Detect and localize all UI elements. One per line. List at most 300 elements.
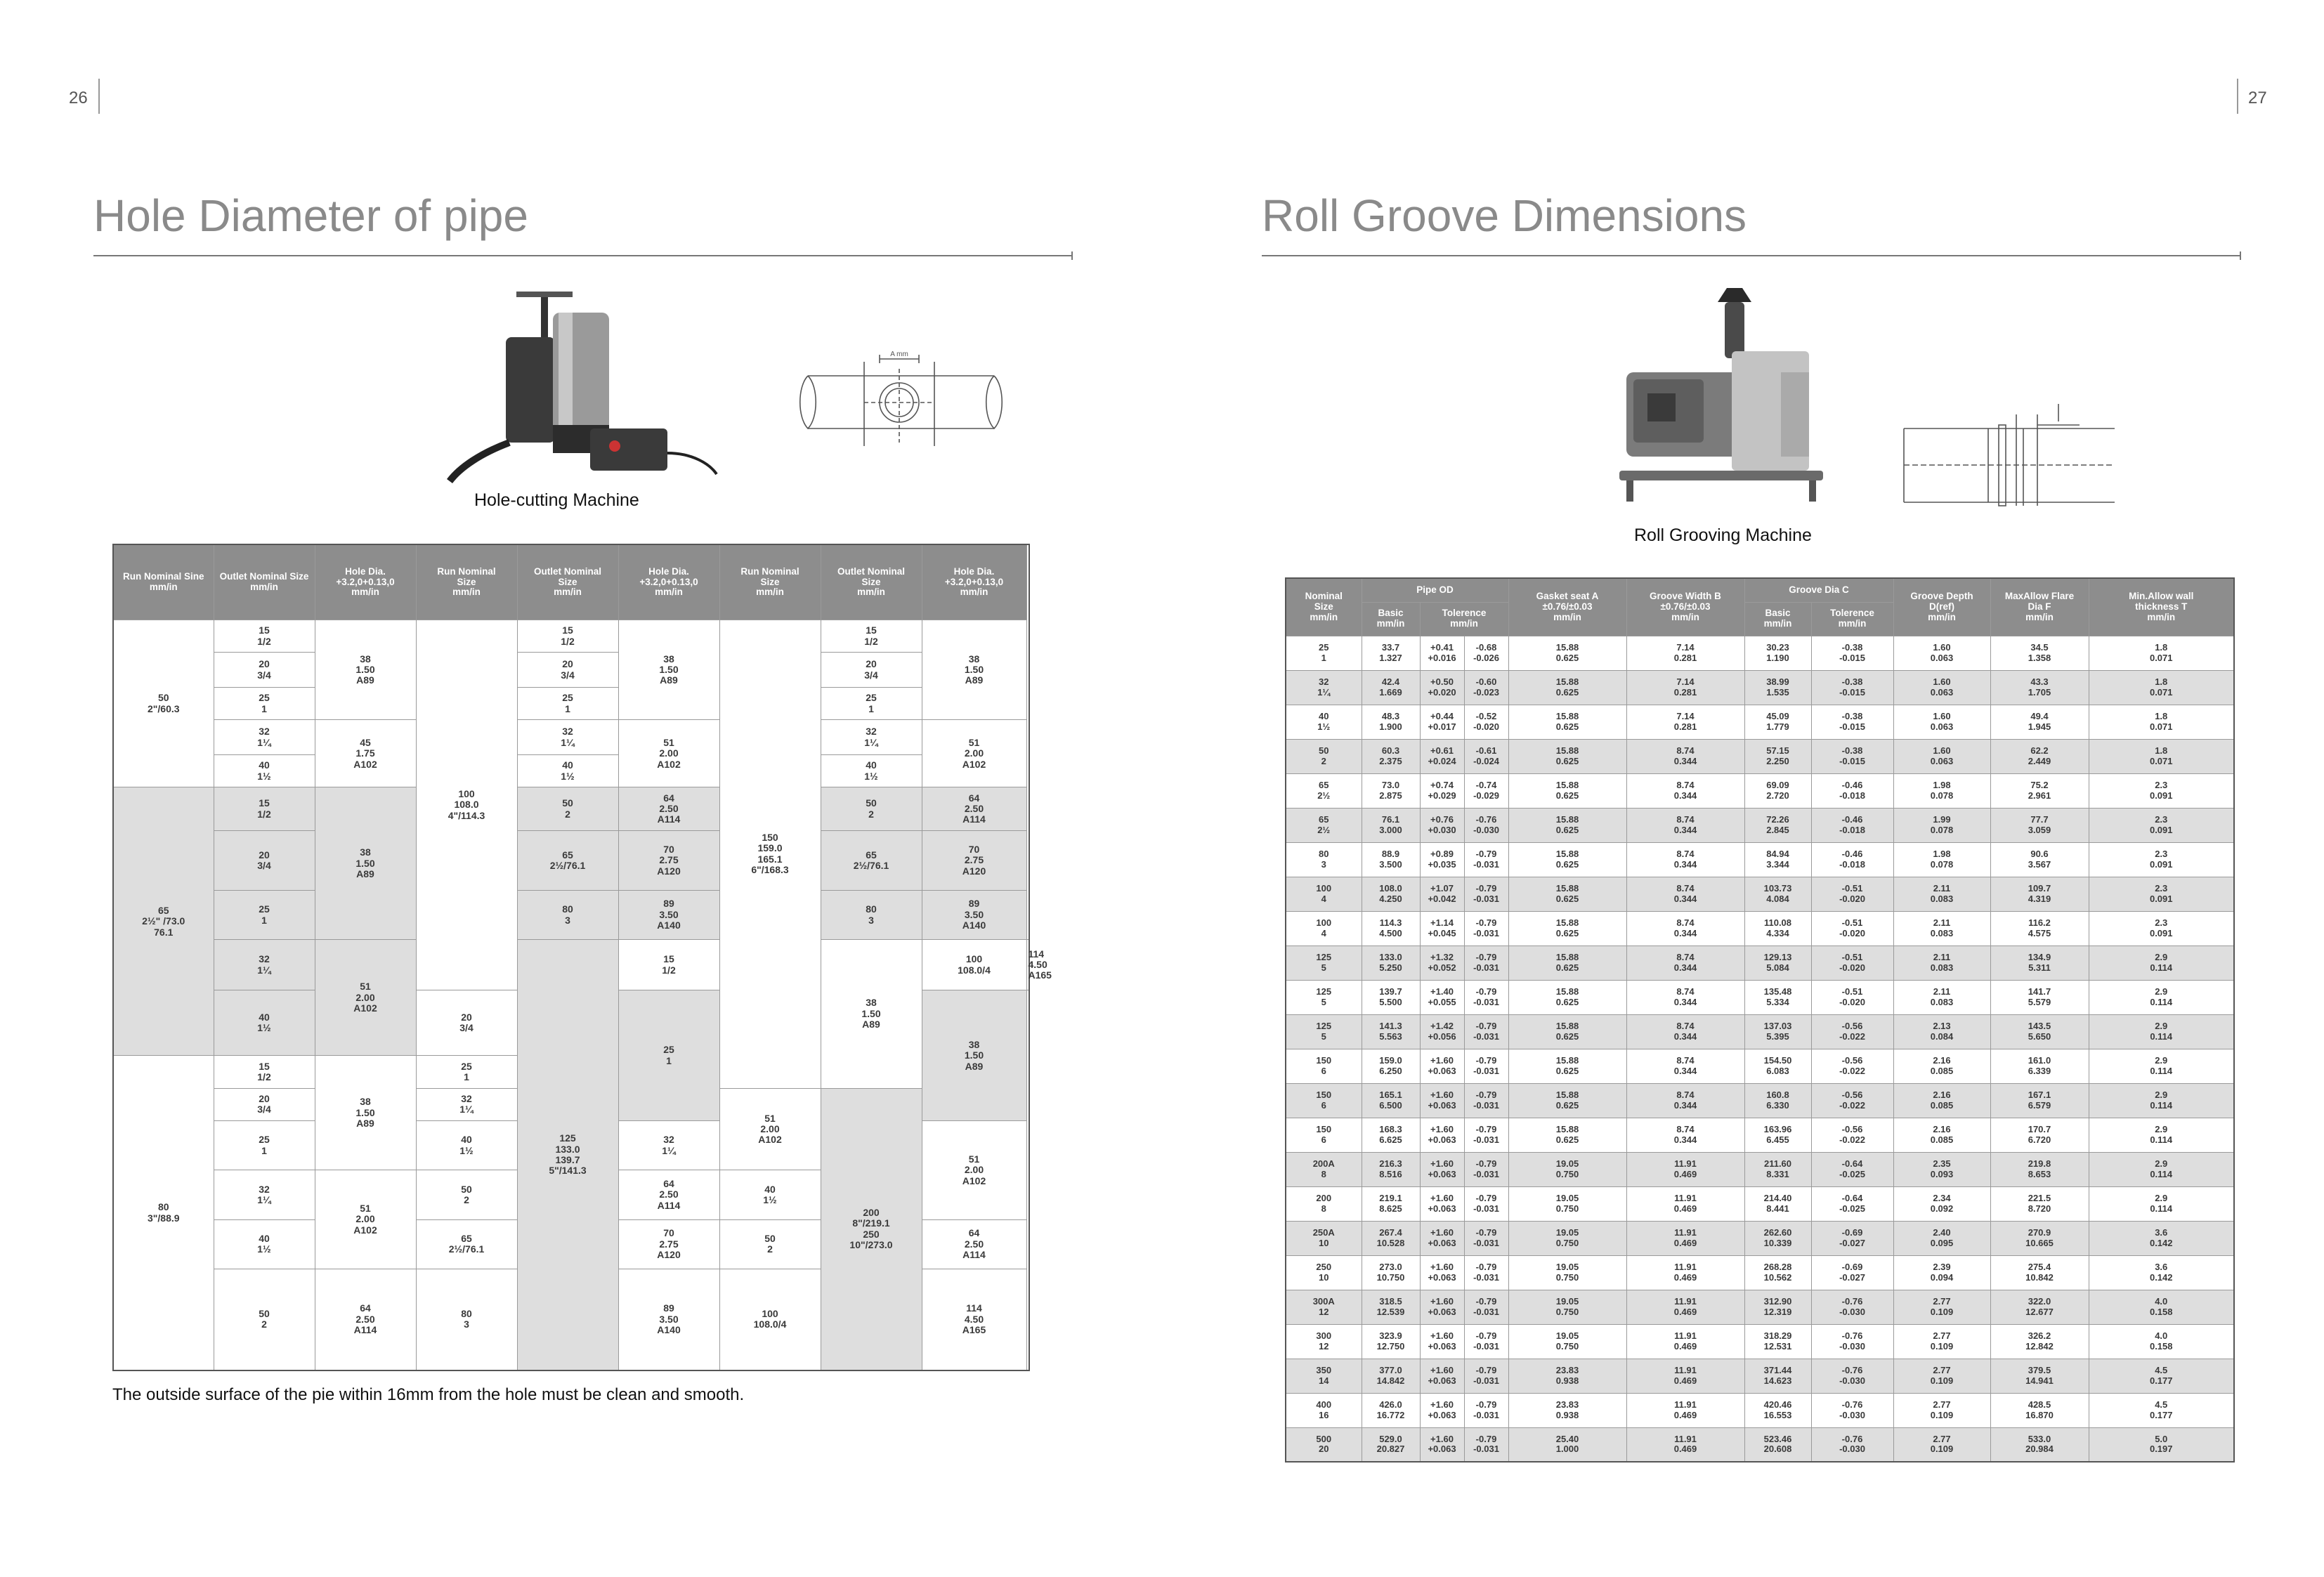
table-cell: 65 2½" /73.0 76.1 — [113, 787, 214, 1056]
table-cell: 65 2½/76.1 — [416, 1219, 517, 1269]
header-max-flare: MaxAllow Flare Dia F mm/in — [1990, 578, 2089, 636]
table-cell: 1.8 0.071 — [2089, 636, 2234, 670]
table-cell: +1.60 +0.063 — [1420, 1186, 1464, 1221]
table-cell: 38 1.50 A89 — [922, 990, 1026, 1121]
table-cell: 4.0 0.158 — [2089, 1324, 2234, 1359]
table-cell: 32 1¼ — [517, 720, 618, 755]
table-cell: 165.1 6.500 — [1362, 1083, 1420, 1118]
header-gasket-seat: Gasket seat A ±0.76/±0.03 mm/in — [1508, 578, 1626, 636]
table-cell: 100 4 — [1286, 911, 1362, 945]
table-cell: +1.60 +0.063 — [1420, 1118, 1464, 1152]
table-cell: 48.3 1.900 — [1362, 705, 1420, 739]
table-row — [1286, 1152, 2234, 1186]
table-cell: 100 4 — [1286, 877, 1362, 911]
table-cell: 533.0 20.984 — [1990, 1427, 2089, 1462]
table-cell: 2.9 0.114 — [2089, 945, 2234, 980]
table-cell: 50 2 — [1286, 739, 1362, 773]
header-pipe-od-basic: Basic mm/in — [1362, 602, 1420, 636]
table-cell: 64 2.50 A114 — [922, 787, 1026, 831]
table-cell: 49.4 1.945 — [1990, 705, 2089, 739]
hole-diameter-table — [112, 544, 1052, 1371]
title-underline — [93, 255, 1071, 256]
table-cell: 25 1 — [821, 687, 922, 719]
table-cell: 30.23 1.190 — [1744, 636, 1811, 670]
table-cell: 150 6 — [1286, 1118, 1362, 1152]
table-cell: 8.74 0.344 — [1626, 980, 1744, 1014]
table-cell: 8.74 0.344 — [1626, 1118, 1744, 1152]
table-cell: 40 1½ — [214, 754, 315, 787]
table-cell: 377.0 14.842 — [1362, 1359, 1420, 1393]
table-row — [1286, 808, 2234, 842]
table-cell: 19.05 0.750 — [1508, 1221, 1626, 1255]
table-cell: 300A 12 — [1286, 1290, 1362, 1324]
table-cell: 19.05 0.750 — [1508, 1186, 1626, 1221]
table-cell: 379.5 14.941 — [1990, 1359, 2089, 1393]
table-cell: 523.46 20.608 — [1744, 1427, 1811, 1462]
table-cell: 2.11 0.083 — [1893, 980, 1990, 1014]
header-hole-dia: Hole Dia. +3.2,0+0.13,0 mm/in — [922, 544, 1026, 620]
table-cell: -0.79 -0.031 — [1464, 911, 1508, 945]
table-cell: 2.34 0.092 — [1893, 1186, 1990, 1221]
table-cell: 15 1/2 — [214, 787, 315, 831]
table-cell: 20 3/4 — [821, 653, 922, 688]
table-cell: 114 4.50 A165 — [1026, 940, 1029, 990]
table-cell: -0.79 -0.031 — [1464, 1049, 1508, 1083]
table-cell: -0.79 -0.031 — [1464, 1014, 1508, 1049]
hole-cutting-machine-caption: Hole-cutting Machine — [474, 490, 639, 510]
pipe-hole-diagram — [794, 348, 1012, 460]
table-cell: 15 1/2 — [517, 620, 618, 652]
table-cell: 350 14 — [1286, 1359, 1362, 1393]
table-cell: 137.03 5.395 — [1744, 1014, 1811, 1049]
table-cell: 150 159.0 165.1 6"/168.3 — [719, 620, 821, 1088]
table-cell: -0.79 -0.031 — [1464, 842, 1508, 877]
table-cell: 15.88 0.625 — [1508, 636, 1626, 670]
table-cell: 60.3 2.375 — [1362, 739, 1420, 773]
table-cell: -0.56 -0.022 — [1811, 1049, 1893, 1083]
table-cell: 268.28 10.562 — [1744, 1255, 1811, 1290]
table-cell: 8.74 0.344 — [1626, 945, 1744, 980]
table-cell: 2.11 0.083 — [1893, 877, 1990, 911]
table-cell: 72.26 2.845 — [1744, 808, 1811, 842]
table-cell: 133.0 5.250 — [1362, 945, 1420, 980]
table-cell: 1.60 0.063 — [1893, 705, 1990, 739]
table-cell: 2.11 0.083 — [1893, 911, 1990, 945]
table-cell: 15.88 0.625 — [1508, 1049, 1626, 1083]
table-cell: 2.77 0.109 — [1893, 1324, 1990, 1359]
table-cell: 11.91 0.469 — [1626, 1255, 1744, 1290]
table-cell: 38 1.50 A89 — [821, 940, 922, 1089]
table-cell: 428.5 16.870 — [1990, 1393, 2089, 1427]
table-cell: 1.60 0.063 — [1893, 739, 1990, 773]
table-cell: -0.79 -0.031 — [1464, 1324, 1508, 1359]
table-cell: 32 1¼ — [1286, 670, 1362, 705]
table-cell: 2.9 0.114 — [2089, 1152, 2234, 1186]
table-cell: -0.79 -0.031 — [1464, 1427, 1508, 1462]
table-cell: +1.60 +0.063 — [1420, 1427, 1464, 1462]
table-cell: 50 2"/60.3 — [113, 620, 214, 787]
table-row — [1286, 911, 2234, 945]
table-cell: 15.88 0.625 — [1508, 877, 1626, 911]
header-outlet-nominal-size: Outlet Nominal Size mm/in — [517, 544, 618, 620]
table-cell: 110.08 4.334 — [1744, 911, 1811, 945]
page-number-right: 27 — [2248, 89, 2267, 107]
table-cell: -0.46 -0.018 — [1811, 842, 1893, 877]
table-cell: 15.88 0.625 — [1508, 980, 1626, 1014]
table-cell: -0.69 -0.027 — [1811, 1255, 1893, 1290]
table-cell: 70 2.75 A120 — [922, 831, 1026, 891]
table-cell: -0.46 -0.018 — [1811, 773, 1893, 808]
table-cell: 88.9 3.500 — [1362, 842, 1420, 877]
table-cell: 40 1½ — [214, 990, 315, 1056]
table-cell: 141.3 5.563 — [1362, 1014, 1420, 1049]
roll-groove-table — [1285, 577, 2235, 1463]
table-cell: 5.0 0.197 — [2089, 1427, 2234, 1462]
table-cell: 15.88 0.625 — [1508, 1118, 1626, 1152]
table-cell: 65 2½ — [1286, 773, 1362, 808]
table-cell: 25 1 — [618, 990, 719, 1121]
table-cell: -0.64 -0.025 — [1811, 1152, 1893, 1186]
table-row — [1286, 739, 2234, 773]
right-page-title: Roll Groove Dimensions — [1262, 190, 1747, 241]
table-cell: +0.50 +0.020 — [1420, 670, 1464, 705]
table-cell: 11.91 0.469 — [1626, 1427, 1744, 1462]
table-cell: 64 2.50 A114 — [618, 787, 719, 831]
table-cell: 214.40 8.441 — [1744, 1186, 1811, 1221]
table-cell: +1.60 +0.063 — [1420, 1152, 1464, 1186]
table-cell: +0.41 +0.016 — [1420, 636, 1464, 670]
table-cell: 11.91 0.469 — [1626, 1152, 1744, 1186]
table-cell: 163.96 6.455 — [1744, 1118, 1811, 1152]
table-cell: 2.77 0.109 — [1893, 1393, 1990, 1427]
table-cell: -0.38 -0.015 — [1811, 636, 1893, 670]
table-cell: 38 1.50 A89 — [618, 620, 719, 719]
left-page-title: Hole Diameter of pipe — [93, 190, 528, 241]
header-groove-width: Groove Width B ±0.76/±0.03 mm/in — [1626, 578, 1744, 636]
table-header-row — [1286, 578, 2234, 602]
table-cell: 2.3 0.091 — [2089, 773, 2234, 808]
header-nominal-size: Nominal Size mm/in — [1286, 578, 1362, 636]
table-cell: 2.3 0.091 — [2089, 808, 2234, 842]
table-cell: 50 2 — [517, 787, 618, 831]
table-cell: -0.51 -0.020 — [1811, 980, 1893, 1014]
table-cell: 103.73 4.084 — [1744, 877, 1811, 911]
table-cell: 11.91 0.469 — [1626, 1359, 1744, 1393]
table-cell: 15 1/2 — [214, 1056, 315, 1088]
table-cell: +1.60 +0.063 — [1420, 1255, 1464, 1290]
table-cell: 80 3 — [517, 890, 618, 939]
table-cell: 8.74 0.344 — [1626, 877, 1744, 911]
table-cell: 100 108.0/4 — [922, 940, 1026, 990]
table-cell: 15.88 0.625 — [1508, 773, 1626, 808]
table-cell: 323.9 12.750 — [1362, 1324, 1420, 1359]
table-cell: 426.0 16.772 — [1362, 1393, 1420, 1427]
table-cell: 8.74 0.344 — [1626, 911, 1744, 945]
table-cell: 250A 10 — [1286, 1221, 1362, 1255]
table-cell: 8.74 0.344 — [1626, 1083, 1744, 1118]
table-cell: +1.40 +0.055 — [1420, 980, 1464, 1014]
table-cell: 1.8 0.071 — [2089, 705, 2234, 739]
table-cell: 200 8 — [1286, 1186, 1362, 1221]
table-row — [1286, 1221, 2234, 1255]
table-cell: -0.76 -0.030 — [1464, 808, 1508, 842]
table-cell: 2.13 0.084 — [1893, 1014, 1990, 1049]
table-cell: 70 2.75 A120 — [618, 1219, 719, 1269]
table-cell: 2.3 0.091 — [2089, 842, 2234, 877]
table-cell: 20 3/4 — [517, 653, 618, 688]
table-row — [1286, 1014, 2234, 1049]
table-cell: -0.51 -0.020 — [1811, 945, 1893, 980]
table-cell: 8.74 0.344 — [1626, 773, 1744, 808]
table-cell: 100 108.0/4 — [719, 1269, 821, 1370]
table-cell: 500 20 — [1286, 1427, 1362, 1462]
table-cell: 65 2½/76.1 — [517, 831, 618, 891]
header-outlet-nominal-size: Outlet Nominal Size mm/in — [821, 544, 922, 620]
table-cell: +1.14 +0.045 — [1420, 911, 1464, 945]
table-cell: 15.88 0.625 — [1508, 670, 1626, 705]
table-cell: 90.6 3.567 — [1990, 842, 2089, 877]
table-cell: 318.5 12.539 — [1362, 1290, 1420, 1324]
table-cell: 2.40 0.095 — [1893, 1221, 1990, 1255]
table-cell: 2.3 0.091 — [2089, 911, 2234, 945]
table-cell: 8.74 0.344 — [1626, 842, 1744, 877]
table-row — [1286, 1083, 2234, 1118]
page-number-divider — [2237, 79, 2238, 114]
table-cell: 1.99 0.078 — [1893, 808, 1990, 842]
table-cell: 262.60 10.339 — [1744, 1221, 1811, 1255]
table-cell: 64 2.50 A114 — [618, 1170, 719, 1219]
table-cell: -0.61 -0.024 — [1464, 739, 1508, 773]
table-cell: 200 8"/219.1 250 10"/273.0 — [821, 1088, 922, 1370]
table-cell: +0.44 +0.017 — [1420, 705, 1464, 739]
table-cell: 15.88 0.625 — [1508, 911, 1626, 945]
table-cell: 38 1.50 A89 — [315, 1056, 416, 1170]
table-cell: -0.79 -0.031 — [1464, 877, 1508, 911]
table-cell: 42.4 1.669 — [1362, 670, 1420, 705]
table-cell: 15.88 0.625 — [1508, 1014, 1626, 1049]
table-cell: 134.9 5.311 — [1990, 945, 2089, 980]
roll-groove-table-body — [1286, 636, 2234, 1462]
table-cell: 32 1¼ — [214, 940, 315, 990]
table-cell: 32 1¼ — [821, 720, 922, 755]
table-cell: 161.0 6.339 — [1990, 1049, 2089, 1083]
table-cell: 160.8 6.330 — [1744, 1083, 1811, 1118]
page-number-left: 26 — [69, 89, 88, 107]
table-cell: 125 5 — [1286, 980, 1362, 1014]
table-cell: +1.60 +0.063 — [1420, 1049, 1464, 1083]
table-cell: +1.60 +0.063 — [1420, 1221, 1464, 1255]
header-hole-dia: Hole Dia. +3.2,0+0.13,0 mm/in — [618, 544, 719, 620]
table-cell: 32 1¼ — [618, 1121, 719, 1170]
table-cell: +1.60 +0.063 — [1420, 1393, 1464, 1427]
table-cell: 4.5 0.177 — [2089, 1359, 2234, 1393]
table-cell: 2.16 0.085 — [1893, 1083, 1990, 1118]
table-cell: 108.0 4.250 — [1362, 877, 1420, 911]
table-cell: 62.2 2.449 — [1990, 739, 2089, 773]
table-cell: 250 10 — [1286, 1255, 1362, 1290]
table-cell: 15.88 0.625 — [1508, 842, 1626, 877]
diagram-dimension-label: A mm — [890, 351, 908, 358]
table-cell: 270.9 10.665 — [1990, 1221, 2089, 1255]
table-row — [1286, 1049, 2234, 1083]
table-cell: 1.98 0.078 — [1893, 842, 1990, 877]
table-cell: 20 3/4 — [214, 831, 315, 891]
table-cell: +1.60 +0.063 — [1420, 1290, 1464, 1324]
table-cell: -0.76 -0.030 — [1811, 1324, 1893, 1359]
table-cell: 15.88 0.625 — [1508, 945, 1626, 980]
table-cell: 15.88 0.625 — [1508, 808, 1626, 842]
table-cell: 84.94 3.344 — [1744, 842, 1811, 877]
table-cell: 4.5 0.177 — [2089, 1393, 2234, 1427]
table-cell: 89 3.50 A140 — [922, 890, 1026, 939]
table-cell: 322.0 12.677 — [1990, 1290, 2089, 1324]
table-cell: 2.9 0.114 — [2089, 1049, 2234, 1083]
table-cell: 1.8 0.071 — [2089, 739, 2234, 773]
table-cell: 116.2 4.575 — [1990, 911, 2089, 945]
table-cell: 51 2.00 A102 — [922, 1121, 1026, 1219]
table-cell: +0.61 +0.024 — [1420, 739, 1464, 773]
table-cell: 70 2.75 A120 — [618, 831, 719, 891]
table-cell: 2.9 0.114 — [2089, 980, 2234, 1014]
table-cell: 64 2.50 A114 — [315, 1269, 416, 1370]
table-cell: 135.48 5.334 — [1744, 980, 1811, 1014]
table-cell: -0.56 -0.022 — [1811, 1014, 1893, 1049]
table-cell: 51 2.00 A102 — [315, 1170, 416, 1269]
table-cell: 76.1 3.000 — [1362, 808, 1420, 842]
table-cell: 11.91 0.469 — [1626, 1186, 1744, 1221]
table-cell: 69.09 2.720 — [1744, 773, 1811, 808]
table-cell: 20 3/4 — [214, 653, 315, 688]
table-cell: 216.3 8.516 — [1362, 1152, 1420, 1186]
table-cell: 15 1/2 — [618, 940, 719, 990]
table-cell: 200A 8 — [1286, 1152, 1362, 1186]
table-cell: 50 2 — [719, 1219, 821, 1269]
table-cell: 40 1½ — [517, 754, 618, 787]
table-cell: 19.05 0.750 — [1508, 1152, 1626, 1186]
table-cell: -0.52 -0.020 — [1464, 705, 1508, 739]
header-run-nominal-size: Run Nominal Sine mm/in — [113, 544, 214, 620]
table-cell: 219.8 8.653 — [1990, 1152, 2089, 1186]
table-cell: 20 3/4 — [214, 1088, 315, 1120]
header-outlet-nominal-size: Outlet Nominal Size mm/in — [214, 544, 315, 620]
table-cell: 100 108.0 4"/114.3 — [416, 620, 517, 990]
table-cell: -0.46 -0.018 — [1811, 808, 1893, 842]
table-row — [1286, 1324, 2234, 1359]
table-cell: 15 1/2 — [821, 620, 922, 652]
table-cell: -0.60 -0.023 — [1464, 670, 1508, 705]
table-cell: -0.56 -0.022 — [1811, 1118, 1893, 1152]
table-cell: 273.0 10.750 — [1362, 1255, 1420, 1290]
table-cell: 51 2.00 A102 — [618, 720, 719, 787]
header-pipe-od: Pipe OD — [1362, 578, 1508, 602]
table-cell: 1.98 0.078 — [1893, 773, 1990, 808]
table-cell: 33.7 1.327 — [1362, 636, 1420, 670]
table-cell: 2.77 0.109 — [1893, 1427, 1990, 1462]
table-cell: 80 3 — [416, 1269, 517, 1370]
table-cell: -0.74 -0.029 — [1464, 773, 1508, 808]
table-cell: 25 1 — [214, 890, 315, 939]
table-cell: 7.14 0.281 — [1626, 670, 1744, 705]
table-cell: 40 1½ — [719, 1170, 821, 1219]
table-row — [1286, 1255, 2234, 1290]
table-cell: +1.60 +0.063 — [1420, 1324, 1464, 1359]
hole-cutting-machine-image — [432, 284, 720, 485]
header-groove-dia-tolerence: Tolerence mm/in — [1811, 602, 1893, 636]
table-cell: -0.51 -0.020 — [1811, 877, 1893, 911]
table-cell: 1.8 0.071 — [2089, 670, 2234, 705]
table-cell: 318.29 12.531 — [1744, 1324, 1811, 1359]
table-row — [1286, 1427, 2234, 1462]
table-cell: 129.13 5.084 — [1744, 945, 1811, 980]
table-cell: 8.74 0.344 — [1626, 1049, 1744, 1083]
title-underline — [1262, 255, 2240, 256]
table-cell: 275.4 10.842 — [1990, 1255, 2089, 1290]
table-row — [1286, 945, 2234, 980]
table-cell: 11.91 0.469 — [1626, 1290, 1744, 1324]
table-cell: +1.07 +0.042 — [1420, 877, 1464, 911]
table-cell: 65 2½/76.1 — [821, 831, 922, 891]
table-cell: 2.77 0.109 — [1893, 1359, 1990, 1393]
table-cell: 57.15 2.250 — [1744, 739, 1811, 773]
table-cell: 77.7 3.059 — [1990, 808, 2089, 842]
table-cell: 80 3 — [821, 890, 922, 939]
table-cell: -0.76 -0.030 — [1811, 1359, 1893, 1393]
table-cell: 400 16 — [1286, 1393, 1362, 1427]
table-cell: +1.60 +0.063 — [1420, 1359, 1464, 1393]
table-cell: 25 1 — [1286, 636, 1362, 670]
table-cell: -0.79 -0.031 — [1464, 1221, 1508, 1255]
table-cell: 3.6 0.142 — [2089, 1255, 2234, 1290]
table-cell: 89 3.50 A140 — [618, 890, 719, 939]
table-cell: 11.91 0.469 — [1626, 1393, 1744, 1427]
table-cell: 25 1 — [517, 687, 618, 719]
table-cell: 221.5 8.720 — [1990, 1186, 2089, 1221]
table-cell: 143.5 5.650 — [1990, 1014, 2089, 1049]
table-cell: -0.79 -0.031 — [1464, 1152, 1508, 1186]
table-cell: 11.91 0.469 — [1626, 1324, 1744, 1359]
table-cell: -0.76 -0.030 — [1811, 1427, 1893, 1462]
table-cell: 2.16 0.085 — [1893, 1118, 1990, 1152]
table-cell: 326.2 12.842 — [1990, 1324, 2089, 1359]
table-cell: -0.79 -0.031 — [1464, 1393, 1508, 1427]
table-cell: 40 1½ — [1286, 705, 1362, 739]
table-cell: 80 3"/88.9 — [113, 1056, 214, 1370]
table-cell: 159.0 6.250 — [1362, 1049, 1420, 1083]
table-cell: -0.38 -0.015 — [1811, 739, 1893, 773]
table-cell: +0.76 +0.030 — [1420, 808, 1464, 842]
table-cell: 40 1½ — [214, 1219, 315, 1269]
table-cell: 19.05 0.750 — [1508, 1290, 1626, 1324]
table-cell: 15 1/2 — [214, 620, 315, 652]
table-cell: -0.79 -0.031 — [1464, 945, 1508, 980]
table-cell: 125 133.0 139.7 5"/141.3 — [517, 940, 618, 1370]
header-groove-dia-basic: Basic mm/in — [1744, 602, 1811, 636]
table-cell: 8.74 0.344 — [1626, 739, 1744, 773]
table-cell: 114.3 4.500 — [1362, 911, 1420, 945]
table-cell: -0.79 -0.031 — [1464, 1118, 1508, 1152]
table-cell: 150 6 — [1286, 1083, 1362, 1118]
table-cell: 2.11 0.083 — [1893, 945, 1990, 980]
header-hole-dia: Hole Dia. +3.2,0+0.13,0 mm/in — [315, 544, 416, 620]
table-cell: 2.77 0.109 — [1893, 1290, 1990, 1324]
table-cell: 32 1¼ — [416, 1088, 517, 1120]
table-cell: 8.74 0.344 — [1626, 1014, 1744, 1049]
table-cell: -0.51 -0.020 — [1811, 911, 1893, 945]
table-cell: 3.6 0.142 — [2089, 1221, 2234, 1255]
table-cell: 371.44 14.623 — [1744, 1359, 1811, 1393]
table-cell: 15.88 0.625 — [1508, 1083, 1626, 1118]
header-run-nominal-size: Run Nominal Size mm/in — [416, 544, 517, 620]
